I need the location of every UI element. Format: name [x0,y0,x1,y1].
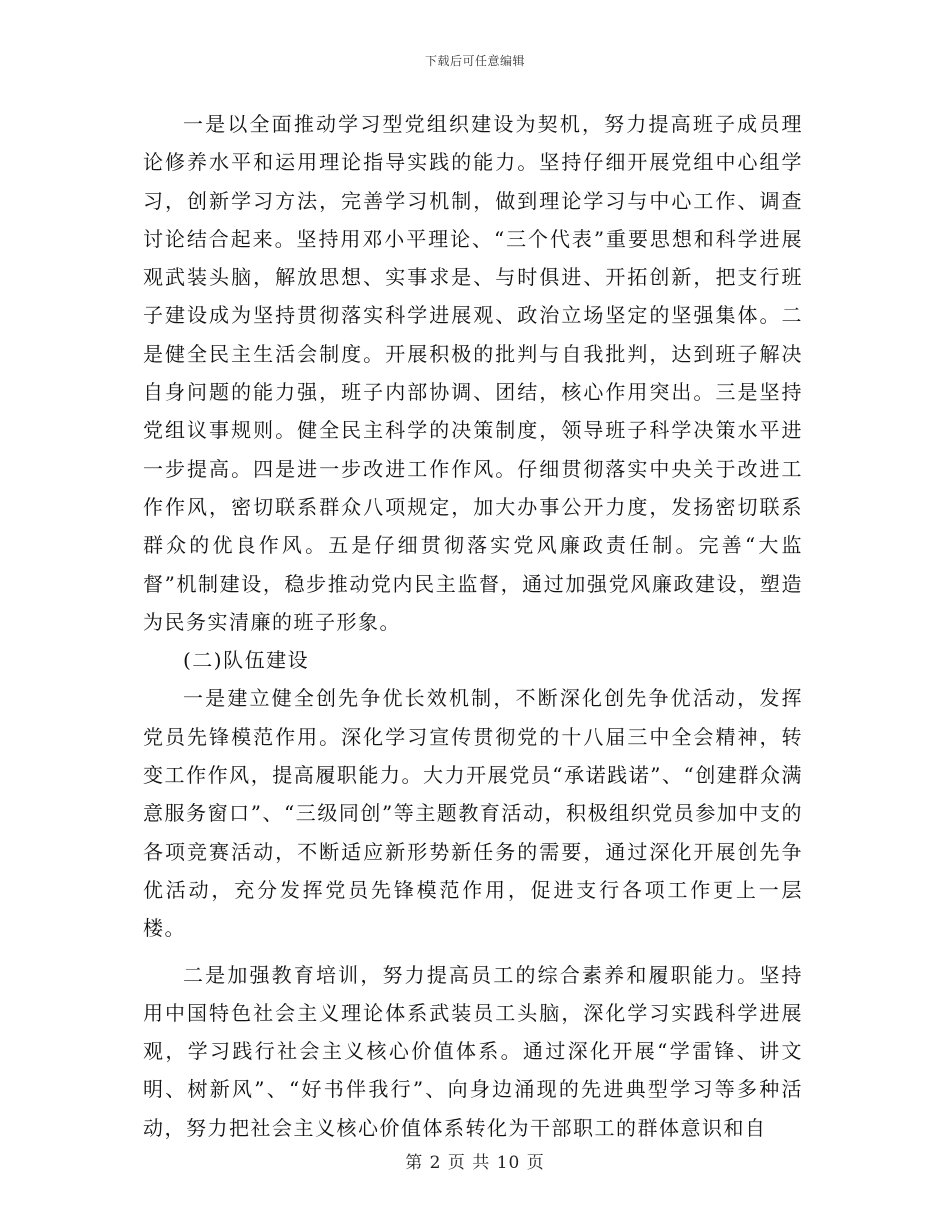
page-footer: 第 2 页 共 10 页 [405,1153,545,1173]
paragraph-party-organization: 一是以全面推动学习型党组织建设为契机，努力提高班子成员理论修养水平和运用理论指导实践的能力。坚持仔细开展党组中心组学习，创新学习方法，完善学习机制，做到理论学习与中心工作、调查讨论结合起来。坚持用邓小平理论、“三个代表”重要思想和科学进展观武装头脑，解放思想、实事求是、与时俱进、开拓创新，把支行班子建设成为坚持贯彻落实科学进展观、政治立场坚定的坚强集体。二是健全民主生活会制度。开展积极的批判与自我批判，达到班子解决自身问题的能力强，班子内部协调、团结，核心作用突出。三是坚持党组议事规则。健全民主科学的决策制度，领导班子科学决策水平进一步提高。四是进一步改进工作作风。仔细贯彻落实中央关于改进工作作风，密切联系群众八项规定，加大办事公开力度，发扬密切联系群众的优良作风。五是仔细贯彻落实党风廉政责任制。完善“大监督”机制建设，稳步推动党内民主监督，通过加强党风廉政建设，塑造为民务实清廉的班子形象。 [143,112,803,634]
paragraph-excellence-mechanism: 一是建立健全创先争优长效机制，不断深化创先争优活动，发挥党员先锋模范作用。深化学习宣传贯彻党的十八届三中全会精神，转变工作作风，提高履职能力。大力开展党员“承诺践诺”、“创建群众满意服务窗口”、“三级同创”等主题教育活动，积极组织党员参加中支的各项竞赛活动，不断适应新形势新任务的需要，通过深化开展创先争优活动，充分发挥党员先锋模范作用，促进支行各项工作更上一层楼。 [143,686,803,941]
paragraph-education-training: 二是加强教育培训，努力提高员工的综合素养和履职能力。坚持用中国特色社会主义理论体系武装员工头脑，深化学习实践科学进展观，学习践行社会主义核心价值体系。通过深化开展“学雷锋、讲文明、树新风”、“好书伴我行”、向身边涌现的先进典型学习等多种活动，努力把社会主义核心价值体系转化为干部职工的群体意识和自 [143,962,803,1140]
document-body [143,105,803,1147]
section-heading-team-building: (二)队伍建设 [183,648,310,673]
page-header: 下载后可任意编辑 [424,54,525,68]
